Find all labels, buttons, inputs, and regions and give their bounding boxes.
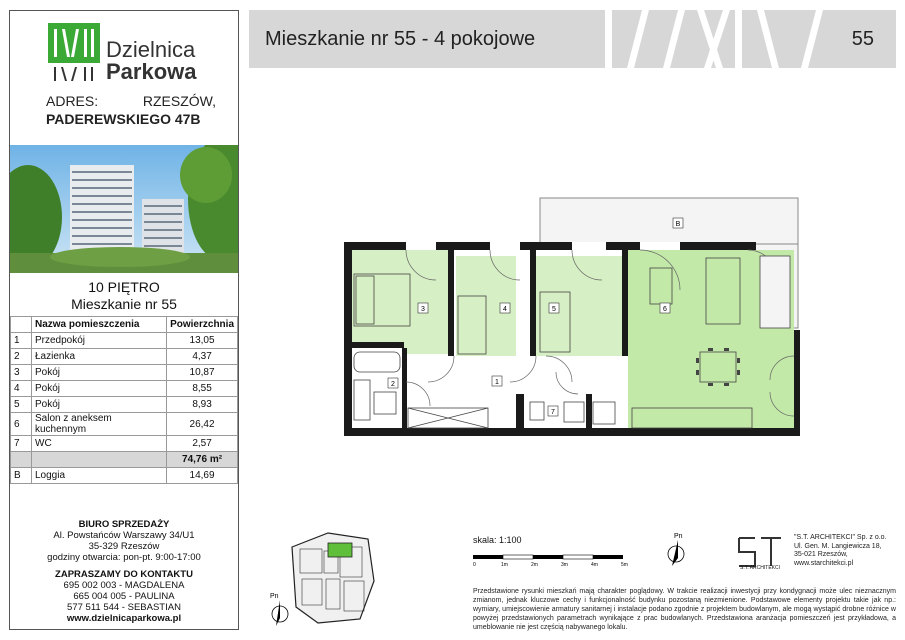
- scale-bar: [473, 553, 635, 569]
- brand-name-line2: Parkowa: [106, 59, 197, 84]
- building-key-plan: [288, 527, 378, 625]
- floor-plan: [340, 196, 810, 440]
- sales-address2: 35-329 Rzeszów: [88, 541, 160, 552]
- brand-logo: [48, 21, 228, 86]
- table-row: 7 WC 2,57: [11, 436, 238, 452]
- floor-label: 10 PIĘTRO: [88, 279, 160, 295]
- scale-tick: 1m: [501, 562, 508, 568]
- architect-logo-sub: S.T. ARCHITEKCI: [739, 565, 780, 571]
- total-area: 74,76 m²: [167, 452, 238, 468]
- plan-label-6: 6: [663, 306, 667, 313]
- apartment-label: Mieszkanie nr 55: [71, 296, 177, 312]
- table-row: 3 Pokój 10,87: [11, 365, 238, 381]
- sales-hours: godziny otwarcia: pon-pt. 9:00-17:00: [47, 552, 201, 563]
- address-city: RZESZÓW,: [142, 93, 216, 109]
- plan-label-7: 7: [551, 409, 555, 416]
- building-photo: [10, 145, 238, 273]
- phone-1: 695 002 003 - MAGDALENA: [63, 580, 185, 591]
- rooms-table: [10, 316, 238, 484]
- total-row: [11, 452, 238, 468]
- scale-tick: 0: [473, 562, 476, 568]
- architect-info: "S.T. ARCHITEKCI" Sp. z o.o. Ul. Gen. M. Langiewicza 18, 35-021 Rzeszów, www.starchitekci.pl: [794, 534, 887, 567]
- phone-2: 665 004 005 - PAULINA: [73, 591, 175, 602]
- brand-name-line1: Dzielnica: [106, 37, 196, 62]
- scale-tick: 3m: [561, 562, 568, 568]
- info-panel: [9, 10, 239, 630]
- decorative-stripes: [601, 10, 827, 68]
- scale-tick: 5m: [621, 562, 628, 568]
- plan-label-1: 1: [495, 379, 499, 386]
- column-header-name: Nazwa pomieszczenia: [32, 317, 167, 333]
- table-row: 1 Przedpokój 13,05: [11, 333, 238, 349]
- apartment-number: 55: [851, 28, 874, 50]
- rooms-table-header: [11, 317, 238, 333]
- plan-label-5: 5: [552, 306, 556, 313]
- website-link[interactable]: www.dzielnicaparkowa.pl: [66, 613, 182, 624]
- table-row: 5 Pokój 8,93: [11, 397, 238, 413]
- north-arrow-icon: [664, 530, 688, 568]
- column-header-area: Powierzchnia: [167, 317, 238, 333]
- plan-label-2: 2: [391, 381, 395, 388]
- plan-label-4: 4: [503, 306, 507, 313]
- svg-text:Pn: Pn: [270, 593, 279, 600]
- page-title: Mieszkanie nr 55 - 4 pokojowe: [265, 28, 536, 50]
- address-block: [46, 93, 216, 127]
- plan-label-3: 3: [421, 306, 425, 313]
- address-street: PADEREWSKIEGO 47B: [46, 111, 201, 127]
- contact-title: ZAPRASZAMY DO KONTAKTU: [55, 569, 193, 580]
- table-row: 2 Łazienka 4,37: [11, 349, 238, 365]
- sales-office: [10, 519, 238, 624]
- table-row: 6 Salon z aneksem kuchennym 26,42: [11, 413, 238, 436]
- floor-info: [10, 279, 238, 313]
- plan-label-b: B: [675, 221, 681, 228]
- disclaimer: Przedstawione rysunki mieszkań mają charakter poglądowy. W trakcie realizacji inwestycji przy kondygnacji może ulec nieznacznym zmianom, jednak kluczowe cechy i funkcjonalność budynku pozostaną niezmienione. Podstawowe elementy projektu takie jak np.: wymiary, umiejscowienie armatury sanitarnej i instalacje podano zgodnie z projektem budowlanym, ale mogą wystąpić drobne różnice w powyżej przedstawionych parametrach wynikające z prac budowlanych. Przedstawiona aranżacja pomieszczeń jest przykładowa, a umeblowanie nie jest częścią nabywanego lokalu.: [473, 588, 896, 631]
- loggia-row: B Loggia 14,69: [11, 468, 238, 484]
- architect-website-link[interactable]: www.starchitekci.pl: [794, 559, 854, 567]
- header-bar: [249, 10, 896, 68]
- phone-3: 577 511 544 - SEBASTIAN: [67, 602, 181, 613]
- table-row: 4 Pokój 8,55: [11, 381, 238, 397]
- sales-title: BIURO SPRZEDAŻY: [78, 519, 170, 530]
- brand-logo-mark: [48, 23, 100, 81]
- scale-tick: 2m: [531, 562, 538, 568]
- svg-text:Pn: Pn: [674, 533, 683, 540]
- address-label: ADRES:: [46, 93, 99, 109]
- scale-label: skala: 1:100: [473, 535, 522, 545]
- scale-tick: 4m: [591, 562, 598, 568]
- sales-address1: Al. Powstańców Warszawy 34/U1: [53, 530, 195, 541]
